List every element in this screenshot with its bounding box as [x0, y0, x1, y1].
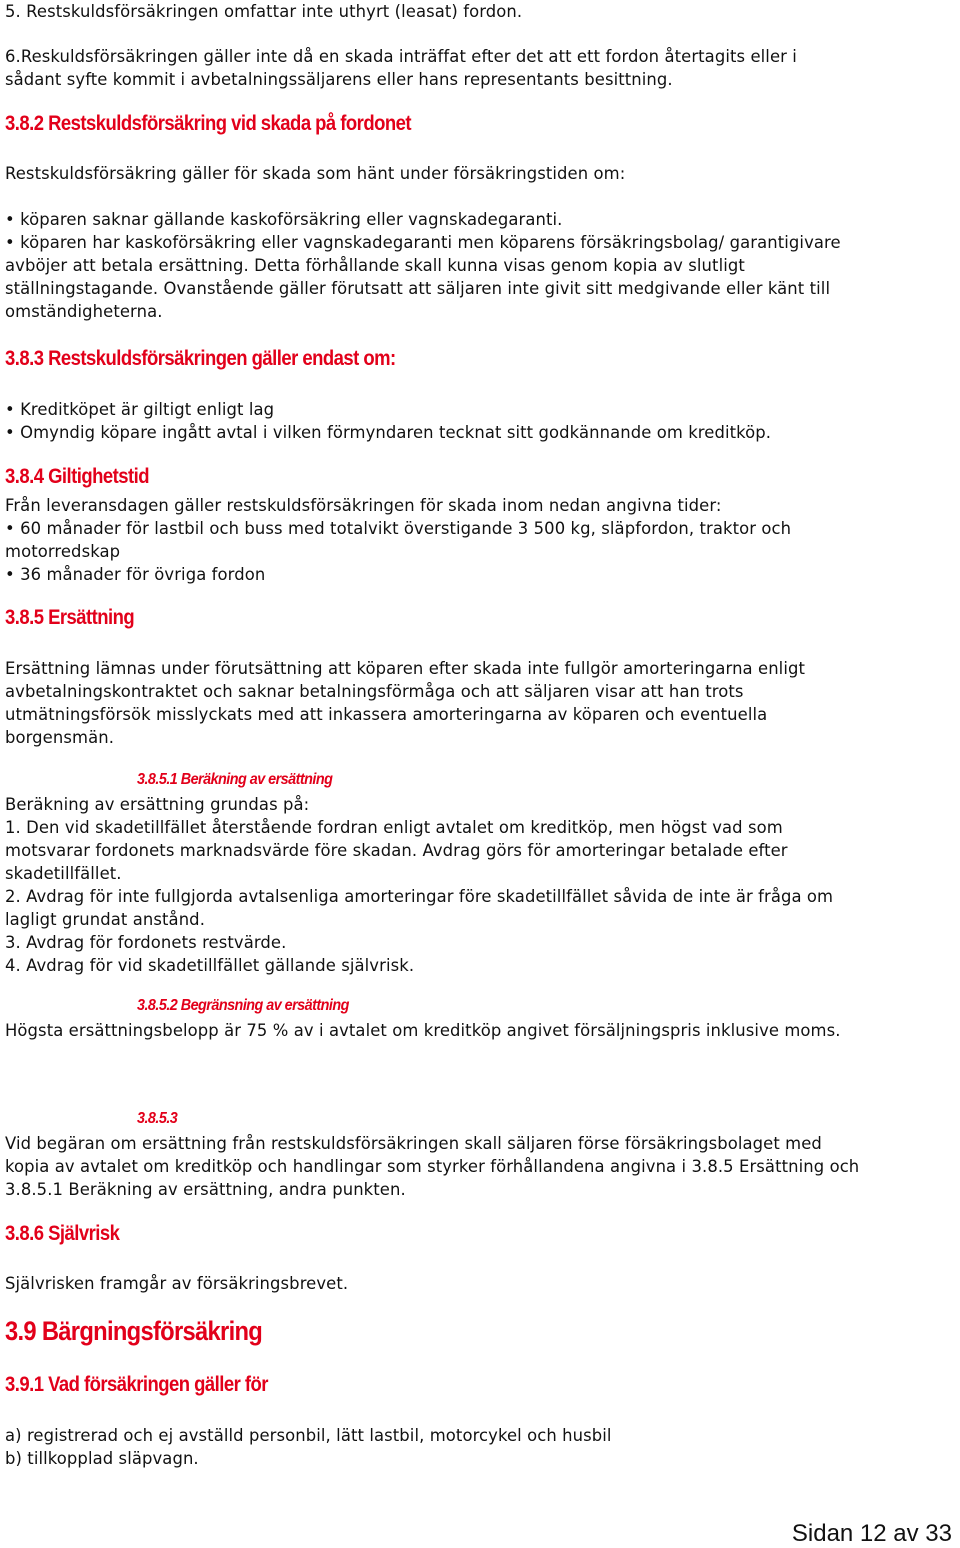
paragraph-line: skadetillfället. — [5, 864, 122, 883]
list-item-6-line1: 6.Reskuldsförsäkringen gäller inte då en skada inträffat efter det att ett fordon återtagits eller i — [5, 47, 797, 66]
section-heading-3-8-5: 3.8.5 Ersättning — [5, 606, 135, 629]
paragraph-line: omständigheterna. — [5, 302, 163, 321]
section-heading-3-8-3: 3.8.3 Restskuldsförsäkringen gäller endast om: — [5, 347, 396, 370]
paragraph-line: avbetalningskontraktet och saknar betalningsförmåga och att säljaren visar att han trots — [5, 682, 744, 701]
paragraph-line: Högsta ersättningsbelopp är 75 % av i avtalet om kreditköp angivet försäljningspris inklusive moms. — [5, 1021, 841, 1040]
paragraph-line: motsvarar fordonets marknadsvärde före skadan. Avdrag görs för amorteringar betalade efter — [5, 841, 788, 860]
paragraph-line: motorredskap — [5, 542, 121, 561]
numbered-item: 4. Avdrag för vid skadetillfället gällande självrisk. — [5, 956, 415, 975]
list-item-5: 5. Restskuldsförsäkringen omfattar inte uthyrt (leasat) fordon. — [5, 2, 523, 21]
paragraph-line: Vid begäran om ersättning från restskuldsförsäkringen skall säljaren förse försäkringsbolaget med — [5, 1134, 822, 1153]
list-item: a) registrerad och ej avställd personbil, lätt lastbil, motorcykel och husbil — [5, 1426, 612, 1445]
paragraph-line: lagligt grundat anstånd. — [5, 910, 205, 929]
bullet-item: • Omyndig köpare ingått avtal i vilken förmyndaren tecknat sitt godkännande om kreditköp. — [5, 423, 772, 442]
subsection-heading-3-8-5-3: 3.8.5.3 — [137, 1110, 178, 1127]
bullet-item: • köparen saknar gällande kaskoförsäkring eller vagnskadegaranti. — [5, 210, 563, 229]
paragraph-line: kopia av avtalet om kreditköp och handlingar som styrker förhållandena angivna i 3.8.5 Ersättning och — [5, 1157, 860, 1176]
numbered-item: 1. Den vid skadetillfället återstående fordran enligt avtalet om kreditköp, men högst vad som — [5, 818, 783, 837]
section-heading-3-9-1: 3.9.1 Vad försäkringen gäller för — [5, 1373, 268, 1396]
paragraph-line: ställningstagande. Ovanstående gäller förutsatt att säljaren inte givit sitt medgivande eller känt till — [5, 279, 831, 298]
paragraph-line: borgensmän. — [5, 728, 115, 747]
paragraph-line: Självrisken framgår av försäkringsbrevet. — [5, 1274, 349, 1293]
paragraph-line: Beräkning av ersättning grundas på: — [5, 795, 310, 814]
subsection-heading-3-8-5-2: 3.8.5.2 Begränsning av ersättning — [137, 997, 349, 1014]
list-item-6-line2: sådant syfte kommit i avbetalningssäljarens eller hans representants besittning. — [5, 70, 673, 89]
bullet-item: • 36 månader för övriga fordon — [5, 565, 266, 584]
page-number: Sidan 12 av 33 — [791, 1520, 952, 1547]
paragraph-line: 3.8.5.1 Beräkning av ersättning, andra punkten. — [5, 1180, 406, 1199]
paragraph-line: Ersättning lämnas under förutsättning att köparen efter skada inte fullgör amorteringarna enligt — [5, 659, 806, 678]
list-item: b) tillkopplad släpvagn. — [5, 1449, 199, 1468]
paragraph-line: utmätningsförsök misslyckats med att inkassera amorteringarna av köparen och eventuella — [5, 705, 768, 724]
numbered-item: 3. Avdrag för fordonets restvärde. — [5, 933, 287, 952]
subsection-heading-3-8-5-1: 3.8.5.1 Beräkning av ersättning — [137, 771, 333, 788]
section-heading-3-8-2: 3.8.2 Restskuldsförsäkring vid skada på fordonet — [5, 112, 411, 135]
section-heading-3-8-6: 3.8.6 Självrisk — [5, 1222, 120, 1245]
paragraph-intro: Restskuldsförsäkring gäller för skada som hänt under försäkringstiden om: — [5, 164, 626, 183]
paragraph-line: avböjer att betala ersättning. Detta förhållande skall kunna visas genom kopia av slutligt — [5, 256, 745, 275]
bullet-item: • köparen har kaskoförsäkring eller vagnskadegaranti men köparens försäkringsbolag/ garantigivare — [5, 233, 841, 252]
paragraph-line: Från leveransdagen gäller restskuldsförsäkringen för skada inom nedan angivna tider: — [5, 496, 722, 515]
section-heading-3-9: 3.9 Bärgningsförsäkring — [5, 1316, 263, 1346]
bullet-item: • 60 månader för lastbil och buss med totalvikt överstigande 3 500 kg, släpfordon, traktor och — [5, 519, 792, 538]
bullet-item: • Kreditköpet är giltigt enligt lag — [5, 400, 275, 419]
numbered-item: 2. Avdrag för inte fullgjorda avtalsenliga amorteringar före skadetillfället såvida de inte är fråga om — [5, 887, 834, 906]
section-heading-3-8-4: 3.8.4 Giltighetstid — [5, 465, 150, 488]
